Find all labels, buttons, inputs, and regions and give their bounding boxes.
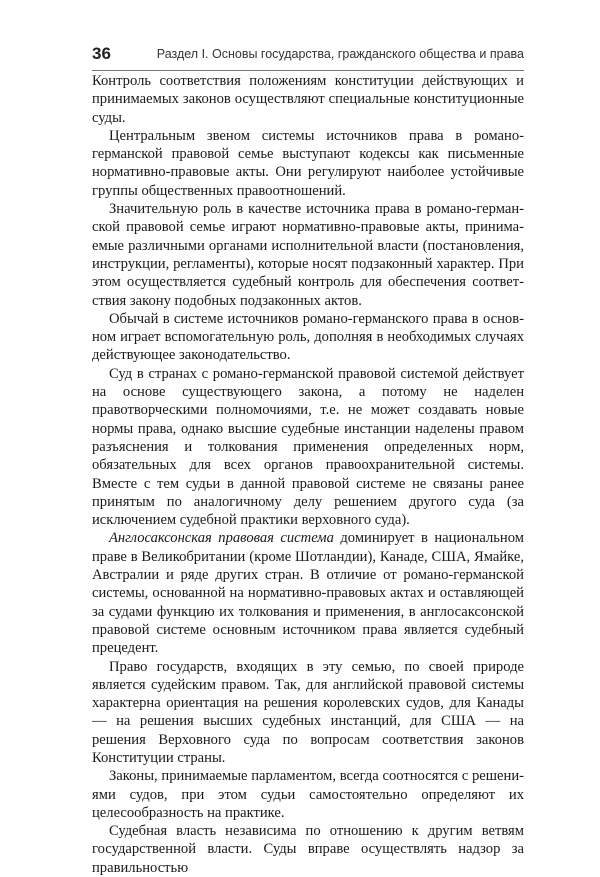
paragraph: Законы, принимаемые парламентом, всегда соотносятся с решениями судов, при этом судьи самостоятельно определяют их целесообразность на практике. [92,768,524,821]
page-body [92,72,524,877]
page-number: 36 [92,44,111,63]
page-header [92,44,524,68]
paragraph: Право государств, входящих в эту семью, по своей природе является судейским правом. Так, для английской правовой системы характерна ориентация на решения королевских судов, для Канады — на решения высших судебных инстанций, для США — на решения Верховного суда по вопросам соответствия законов Конституции страны. [92,658,524,766]
paragraph [92,529,524,657]
paragraph: Обычай в системе источников романо-германского права в основном играет вспомогательную роль, дополняя в необходимых случаях действующее законодательство. [92,310,524,364]
paragraph: Контроль соответствия положениям конституции действующих и принимаемых законов осуществляют специальные конституционные суды. [92,73,524,126]
paragraph: Суд в странах с романо-германской правовой системой действует на основе существующего закона, а потому не наделен правотворческими полномочиями, т.е. не может создавать новые нормы права, однако высшие судебные инстанции наделены правом разъяснения и толкования применения определенных норм, обязательных для всех органов правоохранительной системы. Вместе с тем судьи в данной правовой системе не связаны ранее принятым по аналогичному делу решением другого суда (за исключением судебной практики верховного суда). [92,365,524,529]
running-head: Раздел I. Основы государства, гражданского общества и права [156,47,524,61]
paragraph: Судебная власть независима по отношению к другим ветвям государственной власти. Суды вправе осуществлять надзор за правильностью [92,823,524,876]
term-anglo-saxon: Англосаксонская правовая система [109,530,334,547]
paragraph-text: доминирует в национальном праве в Великобритании (кроме Шотландии), Канаде, США, Ямайке, Австралии и ряде других стран. В отличие от романо-германской системы, основанной на нормативно-правовых актах и оставляющей за судами функцию их толкования и применения, в англосаксонской правовой системе основным источником права является судебный прецедент. [92,530,524,657]
header-rule [92,70,524,71]
paragraph: Значительную роль в качестве источника права в романо-германской правовой семье играют нормативно-правовые акты, принимаемые различными органами исполнительной власти (постановления, инструкции, регламенты), которые носят подзаконный характер. При этом осуществляется судебный контроль для обеспечения соответствия закону подобных подзаконных актов. [92,201,524,309]
paragraph: Центральным звеном системы источников права в романо-германской правовой семье выступают кодексы как письменные нормативно-правовые акты. Они регулируют наиболее устойчивые группы общественных правоотношений. [92,127,524,199]
